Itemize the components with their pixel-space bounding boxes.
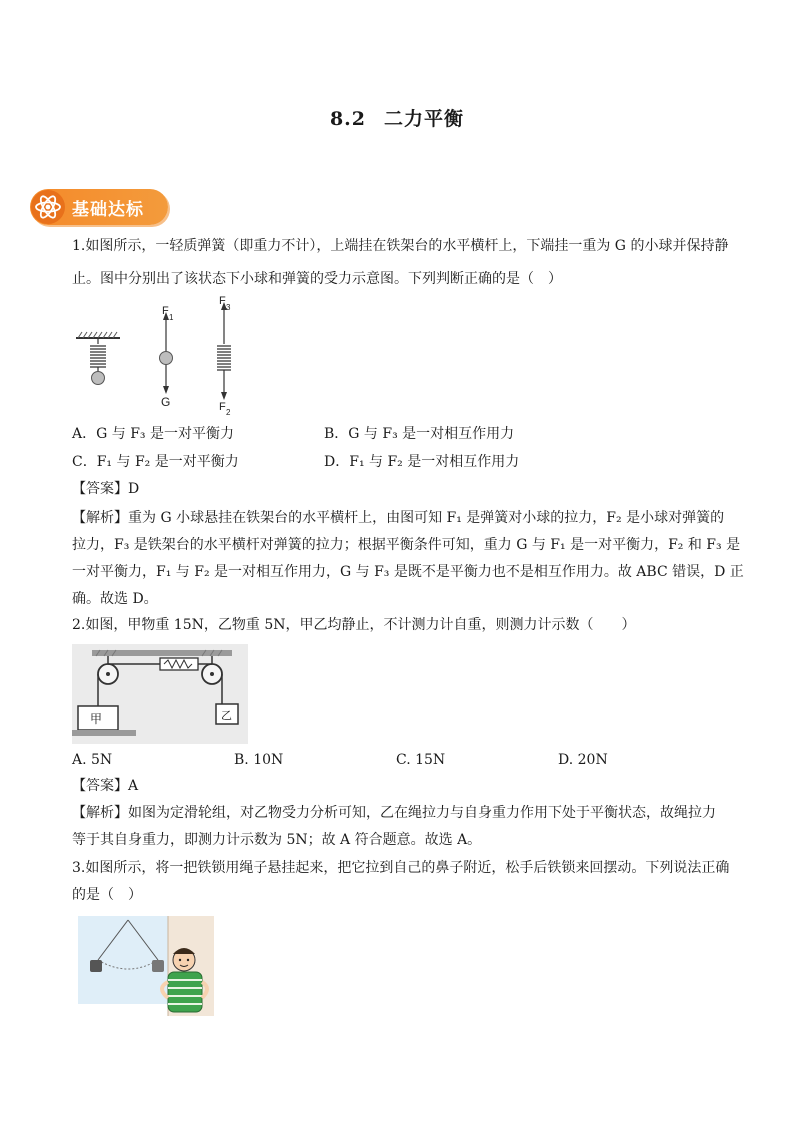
q1-option-b: B．G 与 F₃ 是一对相互作用力 [324,426,515,442]
atom-icon [31,190,65,224]
q1-label-f2-sub: 2 [226,408,231,416]
q2-option-a: A. 5N [72,752,113,768]
q1-explanation-line2: 拉力，F₃ 是铁架台的水平横杆对弹簧的拉力；根据平衡条件可知，重力 G 与 F₁ 是一对平衡力，F₂ 和 F₃ 是 [72,537,741,553]
page-title [0,104,794,131]
title-number: 8.2 [329,108,367,130]
section-badge-label: 基础达标 [72,200,144,220]
q1-stem-line2: 止。图中分别出了该状态下小球和弹簧的受力示意图。下列判断正确的是（ ） [72,271,562,287]
q1-option-a: A．G 与 F₃ 是一对平衡力 [72,426,234,442]
q2-pulley-diagram [72,644,248,744]
q1-label-f2: F [219,401,226,413]
section-badge [30,189,168,225]
q1-label-f1: F [162,305,169,317]
q1-answer: 【答案】D [72,481,140,497]
q1-label-f3: F [219,296,226,307]
title-text: 二力平衡 [384,108,465,130]
q2-label-jia: 甲 [90,712,103,726]
q2-label-yi: 乙 [221,709,232,722]
q1-force-diagram [70,296,250,416]
q2-option-b: B. 10N [234,752,284,768]
q1-label-f3-sub: 3 [226,303,231,312]
q1-option-d: D．F₁ 与 F₂ 是一对相互作用力 [324,454,520,470]
q2-answer: 【答案】A [72,778,139,794]
q2-option-c: C. 15N [396,752,446,768]
q1-option-c: C．F₁ 与 F₂ 是一对平衡力 [72,454,239,470]
q1-explanation-line1: 【解析】重为 G 小球悬挂在铁架台的水平横杆上，由图可知 F₁ 是弹簧对小球的拉力，F₂ 是小球对弹簧的 [72,510,725,526]
q1-explanation-line3: 一对平衡力，F₁ 与 F₂ 是一对相互作用力，G 与 F₃ 是既不是平衡力也不是相互作用力。故 ABC 错误，D 正 [72,564,744,580]
q3-stem-line2: 的是（ ） [72,887,142,903]
q3-stem-line1: 3.如图所示，将一把铁锁用绳子悬挂起来，把它拉到自己的鼻子附近，松手后铁锁来回摆动。下列说法正确 [72,860,730,876]
q2-option-d: D. 20N [558,752,608,768]
q2-explanation-line1: 【解析】如图为定滑轮组，对乙物受力分析可知，乙在绳拉力与自身重力作用下处于平衡状态，故绳拉力 [72,805,716,821]
q1-label-f1-sub: 1 [169,313,174,322]
q2-explanation-line2: 等于其自身重力，即测力计示数为 5N；故 A 符合题意。故选 A。 [72,832,482,848]
q1-explanation-line4: 确。故选 D。 [72,591,158,607]
q1-label-g: G [161,395,171,409]
q3-pendulum-illustration [72,916,214,1016]
q2-stem: 2.如图，甲物重 15N，乙物重 5N，甲乙均静止，不计测力计自重，则测力计示数（ ） [72,617,636,633]
q1-stem-line1: 1.如图所示，一轻质弹簧（即重力不计），上端挂在铁架台的水平横杆上，下端挂一重为 G 的小球并保持静 [72,238,729,254]
